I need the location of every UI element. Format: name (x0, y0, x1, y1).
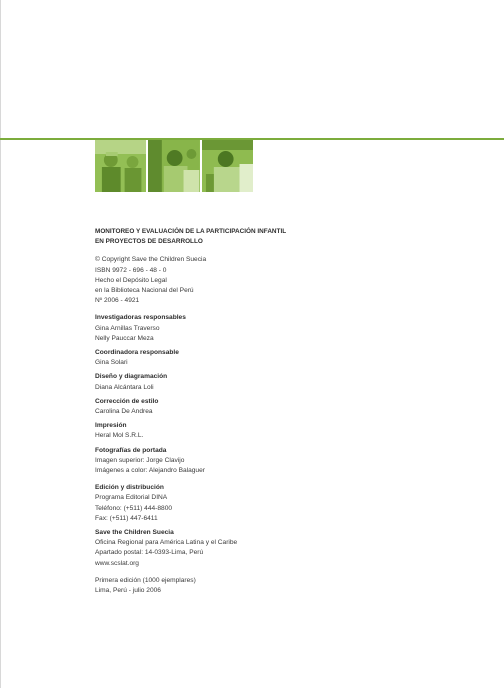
book-title (95, 227, 395, 247)
credit-heading: Corrección de estilo (95, 397, 159, 405)
credit-investigators (95, 313, 395, 344)
legal-deposit-number: Nº 2006 - 4921 (95, 297, 140, 305)
address-line: Apartado postal: 14-0393-Lima, Perú (95, 549, 204, 557)
fax-line: Fax: (+511) 447-6411 (95, 514, 158, 522)
edition-line: Lima, Perú - julio 2006 (95, 587, 161, 595)
legal-deposit-line: Hecho el Depósito Legal (95, 276, 167, 284)
credit-cover-photos (95, 446, 395, 477)
credit-name: Diana Alcántara Loli (95, 383, 154, 391)
credit-heading: Investigadoras responsables (95, 314, 186, 322)
credit-name: Imágenes a color: Alejandro Balaguer (95, 467, 205, 475)
page-edge (0, 0, 1, 688)
credit-coordinator (95, 348, 395, 368)
photo-children-2 (148, 140, 199, 192)
edition-info (95, 576, 395, 596)
colophon (95, 227, 395, 600)
credit-design (95, 372, 395, 392)
credit-name: Heral Mol S.R.L. (95, 432, 144, 440)
phone-line: Teléfono: (+511) 444-8800 (95, 504, 173, 512)
website-link[interactable]: www.scslat.org (95, 559, 139, 567)
edition-line: Primera edición (1000 ejemplares) (95, 576, 196, 584)
credit-style (95, 397, 395, 417)
credit-distribution (95, 483, 395, 524)
credit-name: Gina Arnillas Traverso (95, 324, 160, 332)
credit-heading: Diseño y diagramación (95, 373, 168, 381)
book-title-line: MONITOREO Y EVALUACIÓN DE LA PARTICIPACIÓN INFANTIL (95, 228, 287, 235)
credit-name: Programa Editorial DINA (95, 494, 168, 502)
credit-heading: Fotografías de portada (95, 446, 167, 454)
credit-name: Oficina Regional para América Latina y el Caribe (95, 539, 238, 547)
credit-name: Gina Solari (95, 359, 128, 367)
credit-organization (95, 528, 395, 569)
legal-deposit-line: en la Biblioteca Nacional del Perú (95, 287, 194, 295)
photo-children-3 (202, 140, 253, 192)
credit-printing (95, 421, 395, 441)
credit-name: Carolina De Andrea (95, 408, 153, 416)
publication-info (95, 255, 395, 306)
credit-heading: Save the Children Suecia (95, 529, 174, 537)
credit-heading: Edición y distribución (95, 484, 164, 492)
credit-heading: Impresión (95, 422, 127, 430)
copyright-line: © Copyright Save the Children Suecia (95, 256, 207, 264)
isbn-line: ISBN 9972 - 696 - 48 - 0 (95, 266, 167, 274)
book-title-line: EN PROYECTOS DE DESARROLLO (95, 238, 203, 246)
credit-name: Nelly Pauccar Meza (95, 334, 154, 342)
credit-name: Imagen superior: Jorge Clavijo (95, 456, 185, 464)
photo-strip (95, 140, 253, 192)
credit-heading: Coordinadora responsable (95, 349, 179, 357)
photo-children-1 (95, 140, 146, 192)
